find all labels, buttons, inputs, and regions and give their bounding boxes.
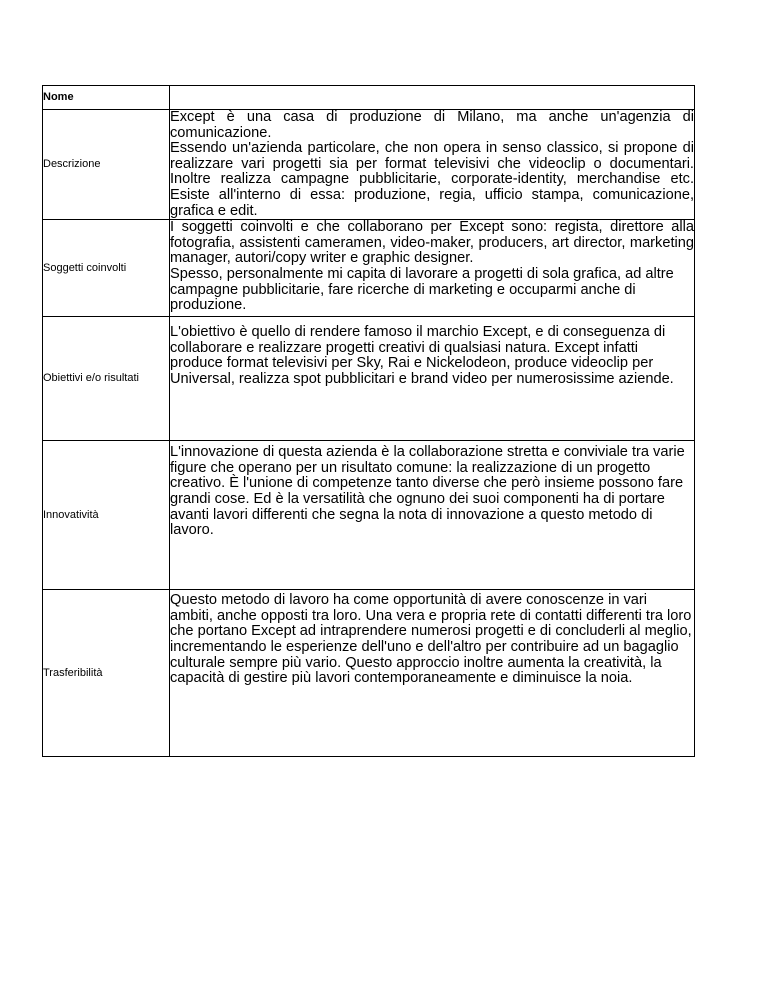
descrizione-paragraph-2: Essendo un'azienda particolare, che non opera in senso classico, si propone di realizzare vari progetti sia per format televisivi che videoclip o documentari. Inoltre realizza campagne pubblicitarie, corporate-identity, merchandise etc. Esiste all'interno di essa: produzione, regia, ufficio stampa, comunicazione, grafica e edit. <box>170 140 694 219</box>
label-innovativita: Innovatività <box>43 441 170 590</box>
trasferibilita-paragraph-1: Questo metodo di lavoro ha come opportunità di avere conoscenze in vari ambiti, anche opposti tra loro. Una vera e propria rete di contatti differenti tra loro che portano Except ad intraprendere numerosi progetti e di concluderli al meglio, incrementando le esperienze dell'uno e dell'altro per contribuire ad un bagaglio culturale sempre più vario. Questo approccio inoltre aumenta la creatività, la capacità di gestire più lavori contemporaneamente e diminuisce la noia. <box>170 592 692 687</box>
row-obiettivi <box>43 317 695 441</box>
project-form-table <box>42 85 695 757</box>
row-nome <box>43 86 695 110</box>
label-trasferibilita: Trasferibilità <box>43 590 170 757</box>
descrizione-paragraph-1: Except è una casa di produzione di Milano, ma anche un'agenzia di comunicazione. <box>170 109 694 141</box>
obiettivi-paragraph-1: L'obiettivo è quello di rendere famoso il marchio Except, e di conseguenza di collaborare e realizzare progetti creativi di qualsiasi natura. Except infatti produce format televisivi per Sky, Rai e Nickelodeon, produce videoclip per Universal, realizza spot pubblicitari e brand video per numerosissime aziende. <box>170 324 674 387</box>
label-obiettivi: Obiettivi e/o risultati <box>43 317 170 441</box>
value-nome <box>170 86 695 110</box>
value-descrizione <box>170 110 695 220</box>
value-innovativita <box>170 441 695 590</box>
row-innovativita <box>43 441 695 590</box>
value-trasferibilita <box>170 590 695 757</box>
soggetti-paragraph-1: I soggetti coinvolti e che collaborano per Except sono: regista, direttore alla fotografia, assistenti cameramen, video-maker, producers, art director, marketing manager, autori/copy writer e graphic designer. <box>170 219 694 267</box>
label-nome: Nome <box>43 86 170 110</box>
value-obiettivi <box>170 317 695 441</box>
label-soggetti-coinvolti: Soggetti coinvolti <box>43 220 170 317</box>
row-soggetti-coinvolti <box>43 220 695 317</box>
row-descrizione <box>43 110 695 220</box>
row-trasferibilita <box>43 590 695 757</box>
label-descrizione: Descrizione <box>43 110 170 220</box>
value-soggetti-coinvolti <box>170 220 695 317</box>
soggetti-paragraph-2: Spesso, personalmente mi capita di lavorare a progetti di sola grafica, ad altre campagne pubblicitarie, fare ricerche di marketing e occuparmi anche di produzione. <box>170 265 674 314</box>
innovativita-paragraph-1: L'innovazione di questa azienda è la collaborazione stretta e conviviale tra varie figure che operano per un risultato comune: la realizzazione di un progetto creativo. È l'unione di competenze tanto diverse che però insieme possono fare grandi cose. Ed è la versatilità che ognuno dei suoi componenti ha di portare avanti lavori differenti che segna la nota di innovazione a questo metodo di lavoro. <box>170 444 685 539</box>
